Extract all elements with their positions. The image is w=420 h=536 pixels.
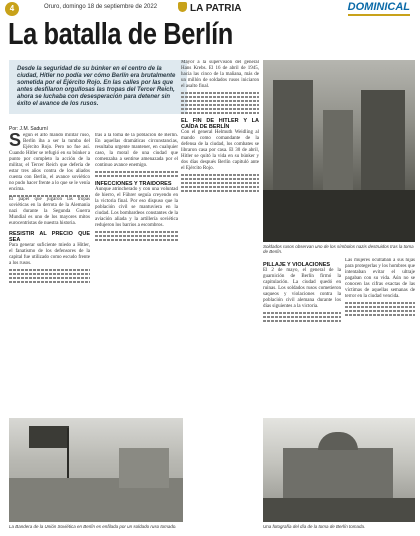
- column-text: Con el general Helmuth Weidling al mando como comandante de la defensa de la ciudad, los combates se libraron casa por casa. El 30 de abril, Hitler se quitó la vida en su búnker y dos días después Berlín capituló ante el Ejército Rojo.: [181, 130, 259, 171]
- column-text: El papel que jugaron las tropas soviéticas en la derrota de la Alemania nazi durante la Segunda Guerra Mundial es uno de los mayores mitos eurocentristas de nuestra historia.: [9, 197, 90, 226]
- column-text: Las mujeres ocultaban a sus hijas para protegerlas y los hombres que intentaban evitar el ultraje pagaban con su vida. Aún no se conocen las cifras exactas de las víctimas de aquellas semanas de terror en la ciudad vencida.: [345, 258, 415, 299]
- photo-caption: Una fotografía del día de la toma de Berlín tomada.: [263, 524, 366, 529]
- article-byline: Por: J.M. Sadurní: [9, 126, 48, 132]
- column-text: egún el alto mando militar ruso, Berlín iba a ser la tumba del Ejército Rojo. Pero no fue así. Cuando Hitler se refugió en su búnker a punto por completo la acción de la militar, el Tercer Reich que defería de estar tres años contra de los aliados cuenta con Berlín, el avance soviético no pudo hacer frente a lo que se le venía encima.: [9, 133, 90, 192]
- newspaper-name: LA PATRIA: [190, 3, 242, 14]
- column-text: Mayor a la supervisión del general Hans Krebs. El 16 de abril de 1945, hacia las cinco de la mañana, más de un millón de soldados rusos iniciaron el asalto final.: [181, 60, 259, 89]
- flag-raising-photo: [9, 418, 183, 522]
- column-text: tras a la toma de la población de Berlín. En aquellas dramáticas circunstancias, resultaba urgente mantener, en cualquier caso, la moral de una ciudad que comenzaba a sentirse amenazada por el continuo avance enemigo.: [95, 133, 178, 168]
- ruined-berlin-photo: [263, 60, 415, 242]
- shield-icon: [178, 2, 187, 12]
- section-label: DOMINICAL: [348, 1, 410, 16]
- article-column-3: [181, 60, 259, 473]
- newspaper-logo: [178, 2, 241, 14]
- issue-date: Oruro, domingo 18 de septiembre de 2022: [44, 4, 158, 10]
- reichstag-photo: [263, 418, 415, 522]
- column-text: El 2 de mayo, el general de la guarnición de Berlín firmó la capitulación. La ciudad quedó en ruinas. Los soldados rusos cometieron saqueos y violaciones contra la población civil alemana durante los días siguientes a la victoria.: [263, 268, 341, 309]
- column-text: Para generar suficiente miedo a Hitler, el fanatismo de los defensores de la capital fue utilizado como escudo frente a los rusos.: [9, 243, 90, 266]
- article-headline: La batalla de Berlín: [8, 16, 233, 51]
- column-subhead: RESISTIR AL PRECIO QUE SEA: [9, 231, 90, 243]
- photo-caption: La Bandera de la Unión Soviética en Berlín es enfilada por un soldado ruso tomado.: [9, 524, 177, 529]
- photo-caption: Soldados rusos observan uno de los símbolos nazis destruidos tras la toma de Berlín.: [263, 244, 414, 254]
- page-number: 4: [5, 2, 19, 16]
- column-subhead: INFECCIONES Y TRAIDORES: [95, 181, 172, 187]
- drop-cap: S: [9, 133, 22, 150]
- article-lead: Desde la seguridad de su búnker en el centro de la ciudad, Hitler no podía ver cómo Berlín era brutalmente sometida por el Ejército Rojo. En las calles por las que antes desfilaron orgullosas las tropas del Tercer Reich, ahora se luchaba con desesperación para detener sin éxito el avance de los rusos.: [9, 60, 187, 114]
- column-subhead: PILLAJE Y VIOLACIONES: [263, 262, 331, 268]
- column-subhead: EL FIN DE HITLER Y LA CAÍDA DE BERLÍN: [181, 118, 259, 130]
- column-text: Aunque atrincherado y con una voluntad de hierro, el Führer seguía creyendo en la victoria final. Por eso dispuso que la población civil se mantuviera en la ciudad. Los bombardeos constantes de la aviación aliada y la artillería soviética redujeron los barrios a escombros.: [95, 187, 178, 228]
